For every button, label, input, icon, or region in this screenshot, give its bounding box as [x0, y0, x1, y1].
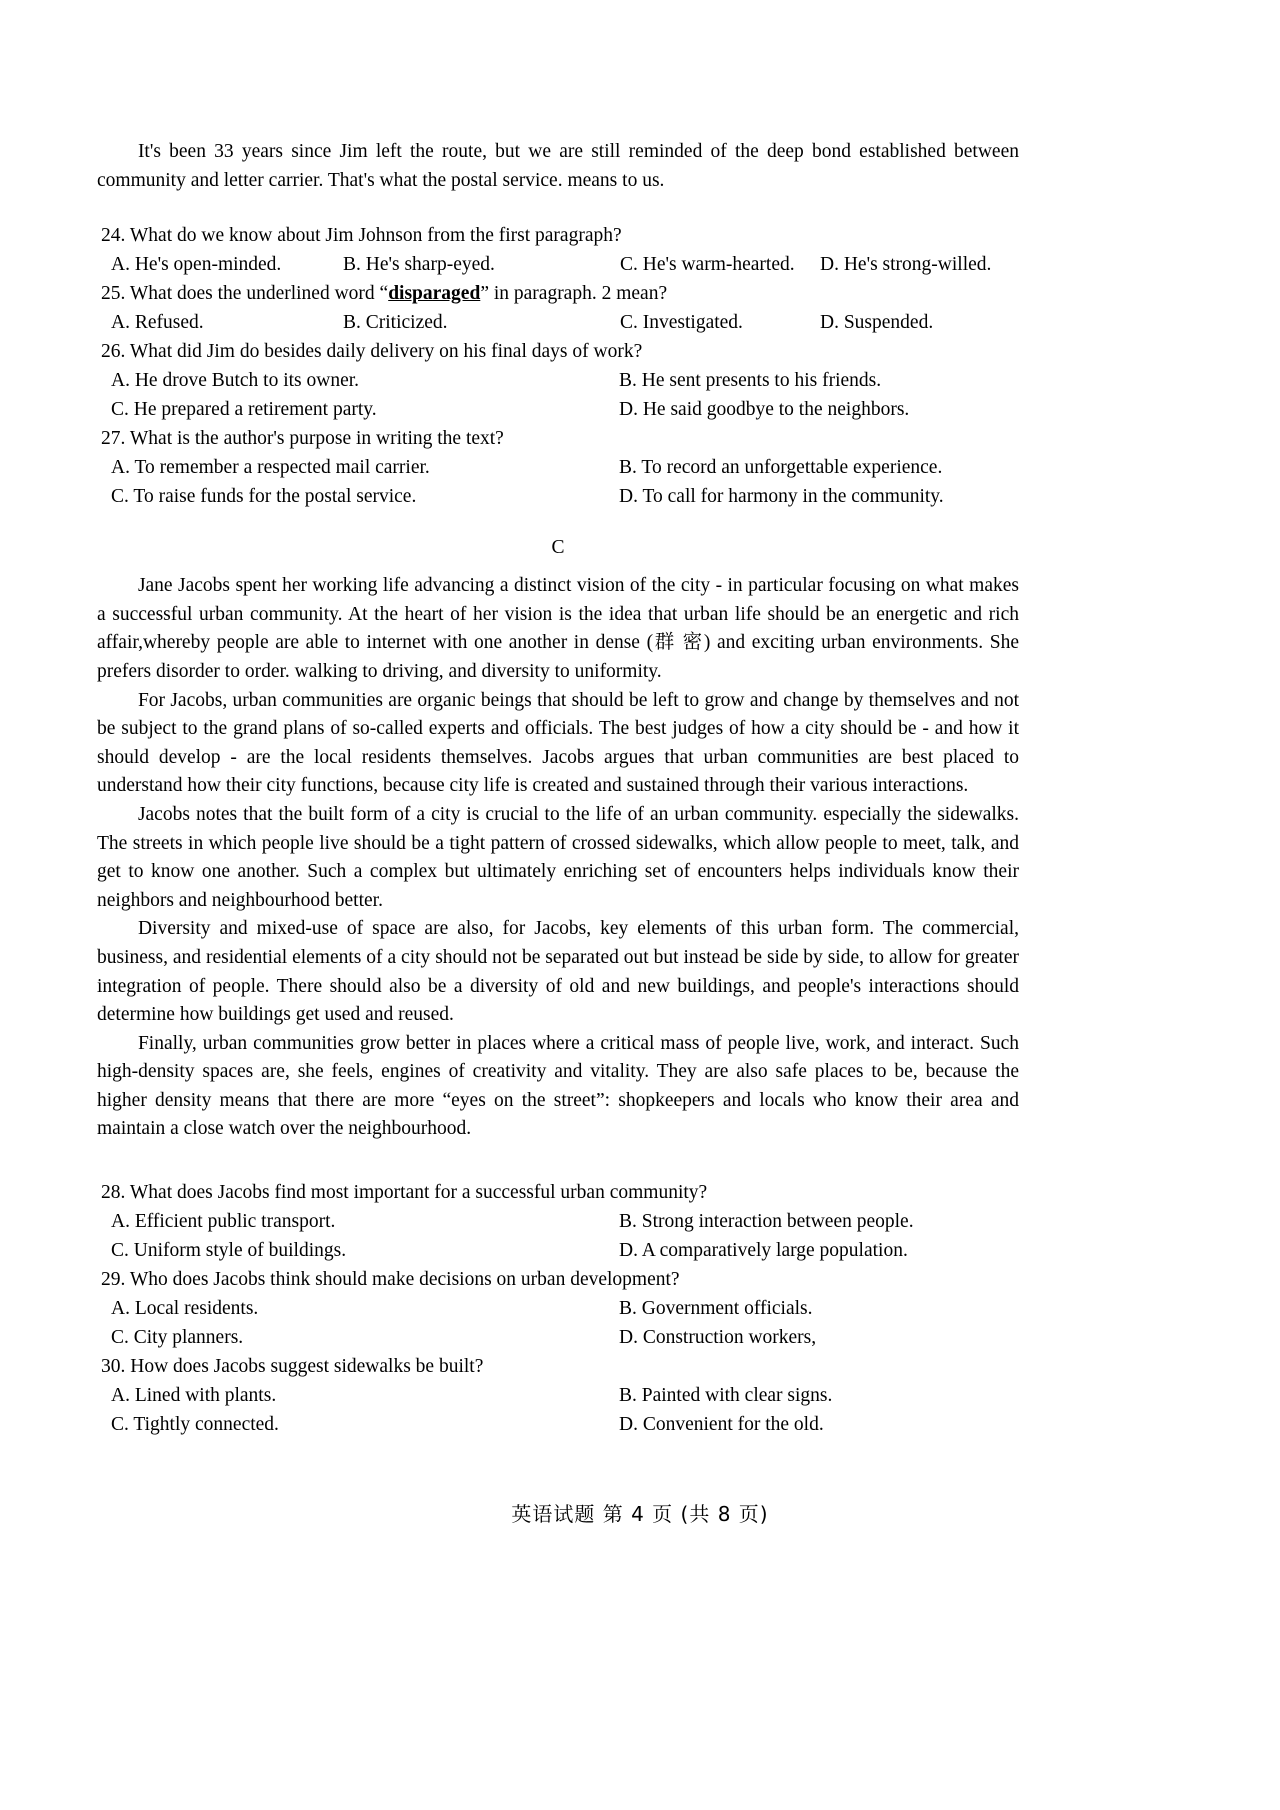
question-30-number: 30.: [101, 1356, 126, 1378]
question-block-24: [97, 221, 1019, 279]
option-a[interactable]: A. To remember a respected mail carrier.: [111, 457, 430, 479]
question-block-26: [97, 337, 1019, 424]
question-25-stem: [97, 279, 1019, 308]
question-24-text: What do we know about Jim Johnson from the first paragraph?: [129, 225, 622, 247]
option-c[interactable]: C. City planners.: [111, 1327, 244, 1349]
question-block-30: [97, 1352, 1019, 1439]
option-d[interactable]: D. He said goodbye to the neighbors.: [619, 399, 910, 421]
question-29-options-row-1: [97, 1294, 1019, 1323]
question-27-options-row-2: [97, 482, 1019, 511]
option-d[interactable]: D. To call for harmony in the community.: [619, 486, 944, 508]
question-30-stem: [97, 1352, 1019, 1381]
option-c[interactable]: C. Investigated.: [620, 312, 743, 334]
option-d[interactable]: D. Convenient for the old.: [619, 1414, 824, 1436]
question-30-options-row-2: [97, 1410, 1019, 1439]
option-d[interactable]: D. Construction workers,: [619, 1327, 817, 1349]
option-c[interactable]: C. He prepared a retirement party.: [111, 399, 377, 421]
question-26-options-row-2: [97, 395, 1019, 424]
question-block-29: [97, 1265, 1019, 1352]
question-29-options-row-2: [97, 1323, 1019, 1352]
question-30-text: How does Jacobs suggest sidewalks be built?: [130, 1356, 484, 1378]
question-29-stem: [97, 1265, 1019, 1294]
option-b[interactable]: B. He's sharp-eyed.: [343, 254, 495, 276]
passage-c-paragraph-2: For Jacobs, urban communities are organic beings that should be left to grow and change by themselves and not be subject to the grand plans of so-called experts and officials. The best judges of how a city should be - and how it should develop - are the local residents themselves. Jacobs argues that urban communities are best placed to understand how their city functions, because city life is created and sustained through their various interactions.: [97, 689, 1019, 797]
question-24-number: 24.: [101, 225, 126, 247]
question-28-options-row-2: [97, 1236, 1019, 1265]
option-a[interactable]: A. Local residents.: [111, 1298, 259, 1320]
question-block-25: [97, 279, 1019, 337]
passage-b-tail-paragraph: It's been 33 years since Jim left the route, but we are still reminded of the deep bond established between community and letter carrier. That's what the postal service. means to us.: [97, 141, 1019, 191]
passage-c-paragraph-1: Jane Jacobs spent her working life advancing a distinct vision of the city - in particular focusing on what makes a successful urban community. At the heart of her vision is the idea that urban life should be an energetic and rich affair,whereby people are able to internet with one another in dense (群 密) and exciting urban environments. She prefers disorder to order. walking to driving, and diversity to uniformity.: [97, 575, 1019, 682]
option-c[interactable]: C. Uniform style of buildings.: [111, 1240, 347, 1262]
question-27-options-row-1: [97, 453, 1019, 482]
question-block-27: [97, 424, 1019, 511]
option-a[interactable]: A. Efficient public transport.: [111, 1211, 336, 1233]
option-c[interactable]: C. To raise funds for the postal service.: [111, 486, 417, 508]
option-b[interactable]: B. He sent presents to his friends.: [619, 370, 882, 392]
question-28-stem: [97, 1178, 1019, 1207]
question-28-options-row-1: [97, 1207, 1019, 1236]
question-25-options: [97, 308, 1019, 337]
passage-c-letter: C: [551, 537, 565, 559]
option-d[interactable]: D. Suspended.: [820, 312, 934, 334]
passage-c-paragraph-4: Diversity and mixed-use of space are also, for Jacobs, key elements of this urban form. The commercial, business, and residential elements of a city should not be separated out but instead be side by side, to allow for greater integration of people. There should also be a diversity of old and new buildings, and people's interactions should determine how buildings get used and reused.: [97, 918, 1019, 1026]
question-25-underlined-word: disparaged: [388, 283, 481, 305]
page-content: [97, 138, 1019, 1439]
option-b[interactable]: B. Strong interaction between people.: [619, 1211, 914, 1233]
option-c[interactable]: C. Tightly connected.: [111, 1414, 279, 1436]
option-a[interactable]: A. Lined with plants.: [111, 1385, 277, 1407]
option-a[interactable]: A. Refused.: [111, 312, 204, 334]
question-27-stem: [97, 424, 1019, 453]
option-c[interactable]: C. He's warm-hearted.: [620, 254, 795, 276]
option-b[interactable]: B. Criticized.: [343, 312, 448, 334]
option-b[interactable]: B. Painted with clear signs.: [619, 1385, 833, 1407]
option-b[interactable]: B. Government officials.: [619, 1298, 813, 1320]
question-28-text: What does Jacobs find most important for a successful urban community?: [129, 1182, 708, 1204]
question-24-stem: [97, 221, 1019, 250]
question-29-text: Who does Jacobs think should make decisions on urban development?: [129, 1269, 680, 1291]
question-25-text-after: ” in paragraph. 2 mean?: [480, 283, 668, 305]
question-30-options-row-1: [97, 1381, 1019, 1410]
option-d[interactable]: D. He's strong-willed.: [820, 254, 992, 276]
question-26-text: What did Jim do besides daily delivery on his final days of work?: [129, 341, 643, 363]
question-26-stem: [97, 337, 1019, 366]
option-a[interactable]: A. He drove Butch to its owner.: [111, 370, 360, 392]
question-27-text: What is the author's purpose in writing the text?: [129, 428, 504, 450]
passage-c-paragraph-3: Jacobs notes that the built form of a city is crucial to the life of an urban community. especially the sidewalks. The streets in which people live should be a tight pattern of crossed sidewalks, which allow people to meet, talk, and get to know one another. Such a complex but ultimately enriching set of encounters helps individuals know their neighbors and neighbourhood better.: [97, 803, 1019, 911]
option-b[interactable]: B. To record an unforgettable experience.: [619, 457, 943, 479]
question-26-options-row-1: [97, 366, 1019, 395]
passage-c-paragraph-5: Finally, urban communities grow better in places where a critical mass of people live, work, and interact. Such high-density spaces are, she feels, engines of creativity and vitality. They are also safe places to be, because the higher density means that there are more “eyes on the street”: shopkeepers and locals who know their area and maintain a close watch over the neighbourhood.: [97, 1032, 1019, 1140]
page-footer: 英语试题 第 4 页 (共 8 页): [511, 1502, 769, 1526]
question-25-number: 25.: [101, 283, 126, 305]
question-25-text-before: What does the underlined word “: [129, 283, 389, 305]
question-24-options: [97, 250, 1019, 279]
question-block-28: [97, 1178, 1019, 1265]
question-28-number: 28.: [101, 1182, 126, 1204]
question-26-number: 26.: [101, 341, 126, 363]
option-d[interactable]: D. A comparatively large population.: [619, 1240, 908, 1262]
option-a[interactable]: A. He's open-minded.: [111, 254, 282, 276]
question-27-number: 27.: [101, 428, 126, 450]
question-29-number: 29.: [101, 1269, 126, 1291]
